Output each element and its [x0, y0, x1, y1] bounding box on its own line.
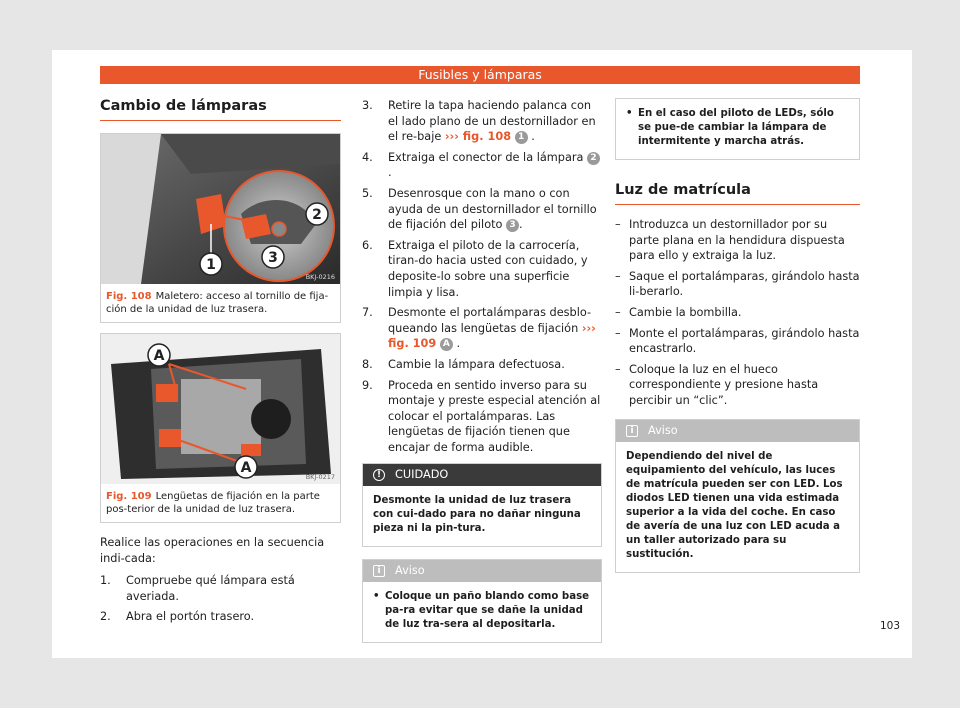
caution-icon: ! — [373, 469, 385, 481]
note-header — [363, 560, 601, 582]
dash-text: Monte el portalámparas, girándolo hasta encastrarlo. — [629, 326, 860, 356]
step-item — [362, 186, 602, 233]
fig109-callout-a-top: A — [153, 348, 165, 364]
step-item — [100, 573, 341, 604]
fig109-code: BKJ-0217 — [305, 473, 335, 481]
page-number: 103 — [880, 620, 901, 632]
step-text: Desenrosque con la mano o con ayuda de un destornillador el tornillo de fijación del piloto — [388, 186, 597, 232]
callout-badge-1: 1 — [515, 131, 528, 144]
dash-text: Cambie la bombilla. — [629, 305, 742, 319]
note-title: Aviso — [395, 564, 425, 578]
step-number: 4. — [362, 150, 373, 164]
dash-marker: – — [615, 305, 621, 319]
fig108-callout-2: 2 — [312, 207, 322, 223]
step-tail: . — [519, 218, 523, 232]
step-number: 7. — [362, 306, 373, 320]
figure-108 — [100, 133, 341, 323]
step-number: 3. — [362, 99, 373, 112]
dash-marker: – — [615, 326, 621, 340]
step-item — [362, 150, 602, 181]
dash-list — [615, 217, 860, 409]
callout-badge-3: 3 — [506, 219, 519, 232]
note-text: Coloque un paño blando como base pa-ra evitar que se dañe la unidad de luz tra-sera al depositarla. — [385, 591, 590, 631]
info-icon: i — [373, 565, 385, 577]
note-title: Aviso — [648, 423, 678, 437]
dash-item — [615, 305, 860, 321]
step-item — [362, 357, 602, 373]
led-note-box — [615, 98, 860, 160]
step-text: Extraiga el piloto de la carrocería, tiran-do hacia usted con cuidado, y deposite-lo sobre una superficie limpia y lisa. — [388, 238, 588, 299]
note-header — [616, 420, 859, 442]
middle-column — [362, 98, 602, 655]
dash-item — [615, 269, 860, 300]
fig109-caption — [101, 484, 340, 522]
step-tail: . — [456, 337, 461, 351]
dash-text: Coloque la luz en el hueco correspondiente y presione hasta percibir un “clic”. — [629, 362, 819, 407]
info-icon: i — [626, 425, 638, 437]
step-number: 6. — [362, 238, 373, 252]
left-column — [100, 98, 341, 630]
caution-header — [363, 464, 601, 486]
step-item — [362, 305, 602, 352]
dash-item — [615, 217, 860, 264]
step-text: Retire la tapa haciendo palanca con el lado plano de un destornillador en el re-baje — [388, 99, 596, 144]
led-note-text: En el caso del piloto de LEDs, sólo se pue-de cambiar la lámpara de intermitente y marcha atrás. — [638, 108, 834, 147]
step-text: Desmonte el portalámparas desblo-queando las lengüetas de fijación — [388, 306, 592, 335]
step-item — [100, 609, 341, 625]
caution-text: Desmonte la unidad de luz trasera con cui-dado para no dañar ninguna pieza ni la pin-tura. — [373, 495, 581, 535]
note-box-middle — [362, 559, 602, 643]
dash-item — [615, 362, 860, 409]
fig109-reference-link[interactable]: ››› fig. 109 — [388, 321, 596, 351]
intro-paragraph: Realice las operaciones en la secuencia indi-cada: — [100, 536, 325, 565]
step-tail: . — [388, 166, 392, 180]
chapter-banner: Fusibles y lámparas — [100, 66, 860, 84]
callout-badge-a: A — [440, 338, 453, 351]
caution-title: CUIDADO — [395, 468, 449, 482]
fig109-label: Fig. 109 — [106, 491, 152, 502]
step-number: 2. — [100, 610, 111, 624]
fig108-label: Fig. 108 — [106, 291, 152, 302]
step-number: 8. — [362, 357, 373, 371]
fig108-callout-1: 1 — [206, 257, 216, 273]
right-column — [615, 98, 860, 585]
section-title-luz-matricula: Luz de matrícula — [615, 182, 860, 205]
steps-list-left — [100, 573, 341, 625]
note-box-right — [615, 419, 860, 573]
figure-108-image — [101, 134, 340, 284]
fig108-reference-link[interactable]: ››› fig. 108 — [444, 130, 512, 144]
step-number: 5. — [362, 186, 373, 200]
note-bullet — [363, 582, 601, 642]
figure-109-image — [101, 334, 340, 484]
step-number: 9. — [362, 378, 373, 392]
dash-marker: – — [615, 269, 621, 283]
steps-list-middle — [362, 98, 602, 455]
dash-marker: – — [615, 362, 621, 376]
fig108-code: BKJ-0216 — [305, 273, 335, 281]
led-note-bullet — [616, 99, 859, 159]
fig108-caption-text: Maletero: acceso al tornillo de fija-ción de la unidad de luz trasera. — [106, 291, 329, 315]
step-text: Proceda en sentido inverso para su montaje y preste especial atención al colocar el portalámparas. Las lengüetas de fijación tienen que encajar de forma audible. — [388, 378, 601, 454]
step-text: Cambie la lámpara defectuosa. — [388, 357, 565, 371]
dash-item — [615, 326, 860, 357]
fig108-caption — [101, 284, 340, 322]
dash-text: Introduzca un destornillador por su parte plana en la hendidura dispuesta para ello y extraiga la luz. — [629, 218, 845, 263]
step-item — [362, 238, 602, 300]
caution-box — [362, 463, 602, 547]
fig108-callout-3: 3 — [268, 250, 278, 266]
fig109-caption-text: Lengüetas de fijación en la parte pos-terior de la unidad de luz trasera. — [106, 491, 320, 515]
fig109-callout-a-bottom: A — [240, 460, 252, 476]
step-tail: . — [531, 130, 535, 144]
step-text: Abra el portón trasero. — [126, 610, 255, 624]
step-number: 1. — [100, 574, 111, 587]
dash-marker: – — [615, 218, 621, 231]
step-item — [362, 378, 602, 456]
step-item — [362, 98, 602, 145]
bullet-dot-icon: • — [626, 108, 633, 119]
step-text: Extraiga el conector de la lámpara — [388, 150, 584, 164]
step-text: Compruebe qué lámpara está averiada. — [126, 574, 295, 603]
note-text: Dependiendo del nivel de equipamiento del vehículo, las luces de matrícula pueden ser con LED. Los diodos LED tienen una vida estimada superior a la vida del coche. En caso de avería de una luz con LED acuda a un taller autorizado para su sustitución. — [626, 450, 843, 560]
figure-109 — [100, 333, 341, 523]
callout-badge-2: 2 — [587, 152, 600, 165]
dash-text: Saque el portalámparas, girándolo hasta li-berarlo. — [629, 269, 860, 299]
section-title-cambio-lamparas: Cambio de lámparas — [100, 98, 341, 121]
bullet-dot-icon: • — [373, 591, 380, 603]
